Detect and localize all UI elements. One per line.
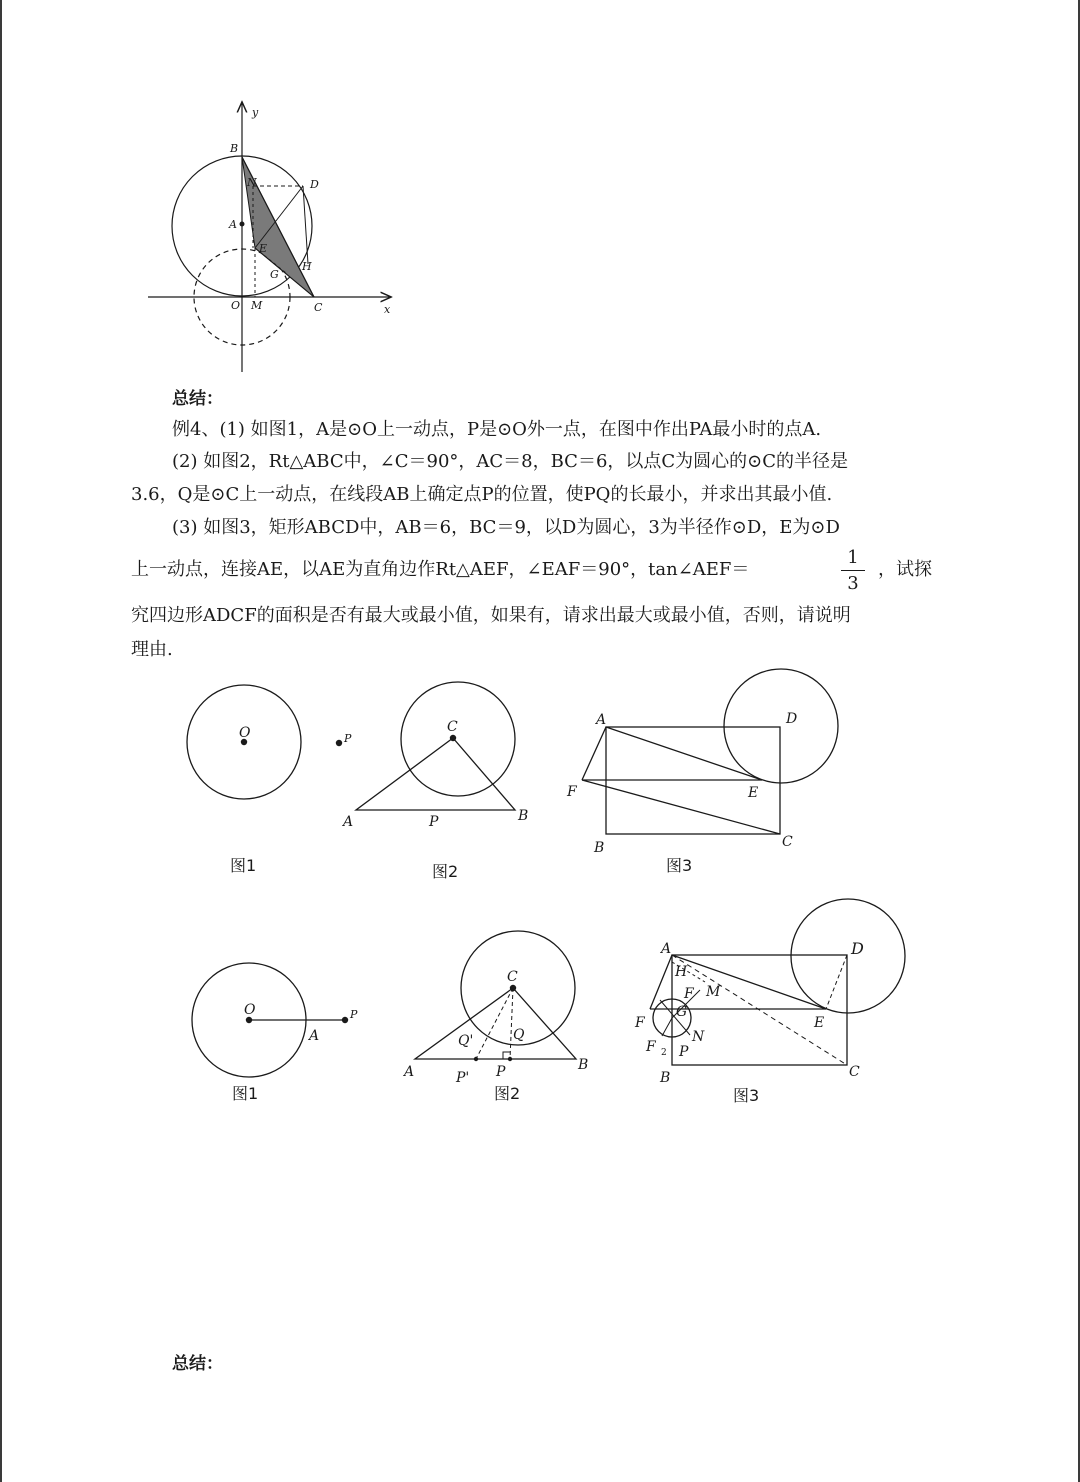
point-n-label: N [247,176,257,189]
r2f1-caption: 图1 [232,1084,259,1103]
row1-figure-2 [341,682,528,881]
r2f2-b-label: B [578,1057,589,1073]
r1f2-p-label: P [429,814,439,830]
tan-fraction [841,547,865,594]
r2f2-p1-label: P' [456,1070,470,1086]
r1f3-f-label: F [567,784,577,800]
r1f3-b-label: B [594,840,605,856]
example-line-3: 3.6，Q是⊙C上一动点，在线段AB上确定点P的位置，使PQ的长最小，并求出其最小值. [131,484,833,505]
r2f3-g-label: G [676,1004,688,1020]
r1f2-b-label: B [518,808,529,824]
r1f3-caption: 图3 [666,856,693,875]
r2f3-b-label: B [660,1070,671,1086]
r2f3-e-label: E [814,1015,825,1031]
point-o-label: O [231,299,241,312]
example-line-7: 理由. [131,639,173,660]
r1f3-d-label: D [786,711,798,727]
r2f2-q-label: Q [513,1027,525,1043]
point-b-label: B [230,142,239,155]
r2f3-p-label: P [679,1044,689,1060]
summary-heading-1: 总结： [172,389,223,409]
r2f3-a-label: A [661,941,672,957]
r2f3-f1-label: F [684,986,694,1002]
r2f3-h-label: H [675,964,688,980]
r2f2-caption: 图2 [494,1084,521,1103]
r1f1-caption: 图1 [230,856,257,875]
r2f2-p-label: P [496,1064,506,1080]
r2f2-q1-label: Q' [458,1033,474,1049]
x-axis-label: x [384,303,391,316]
r1f1-p-label: P [344,732,352,745]
r2f1-p-label: P [350,1008,358,1021]
r2f1-o-label: O [244,1002,256,1018]
row2-figure-1 [192,963,358,1103]
point-a-label: A [229,218,237,231]
example-line-5b: ，试探 [878,559,932,580]
svg-text:2: 2 [661,1048,667,1058]
r2f3-c-label: C [849,1064,860,1080]
r2f1-a-label: A [309,1028,320,1044]
r1f2-c-label: C [447,719,458,735]
r2f3-m-label: M [706,984,721,1000]
example-line-1: 例4、(1) 如图1，A是⊙O上一动点，P是⊙O外一点，在图中作出PA最小时的点A. [172,419,822,440]
row2-figure-3 [634,899,905,1105]
r2f3-f2-label: F [646,1039,656,1055]
point-d-label: D [310,178,319,191]
row1-figure-1 [187,685,352,875]
r1f3-e-label: E [748,785,759,801]
example-line-2: (2) 如图2，Rt△ABC中，∠C＝90°，AC＝8，BC＝6，以点C为圆心的⊙C的半径是 [172,451,849,472]
point-h-label: H [302,260,312,273]
row2-figure-2 [402,931,588,1103]
r2f2-c-label: C [507,969,518,985]
r1f3-a-label: A [596,712,607,728]
r1f2-caption: 图2 [432,862,459,881]
r2f2-a-label: A [404,1064,415,1080]
point-c-label: C [314,301,323,314]
r1f1-o-label: O [239,725,251,741]
point-m-label: M [251,299,263,312]
example-line-5a: 上一动点，连接AE，以AE为直角边作Rt△AEF，∠EAF＝90°，tan∠AEF＝ [131,559,750,580]
example-line-6: 究四边形ADCF的面积是否有最大或最小值，如果有，请求出最大或最小值，否则，请说明 [131,605,851,626]
r2f3-d-label: D [851,939,864,958]
r1f2-a-label: A [343,814,354,830]
fraction-denominator: 3 [847,573,859,594]
summary-heading-2: 总结： [172,1354,223,1374]
point-e-label: E [259,242,268,255]
point-g-label: G [270,268,279,281]
y-axis-label: y [252,106,259,119]
r2f3-f-label: F [635,1015,645,1031]
example-line-4: (3) 如图3，矩形ABCD中，AB＝6，BC＝9，以D为圆心，3为半径作⊙D，E为⊙D [172,517,840,538]
r2f3-n-label: N [692,1029,705,1045]
row1-figure-3 [566,669,838,875]
fraction-numerator: 1 [847,547,859,568]
r1f3-c-label: C [782,834,793,850]
r2f3-caption: 图3 [733,1086,760,1105]
